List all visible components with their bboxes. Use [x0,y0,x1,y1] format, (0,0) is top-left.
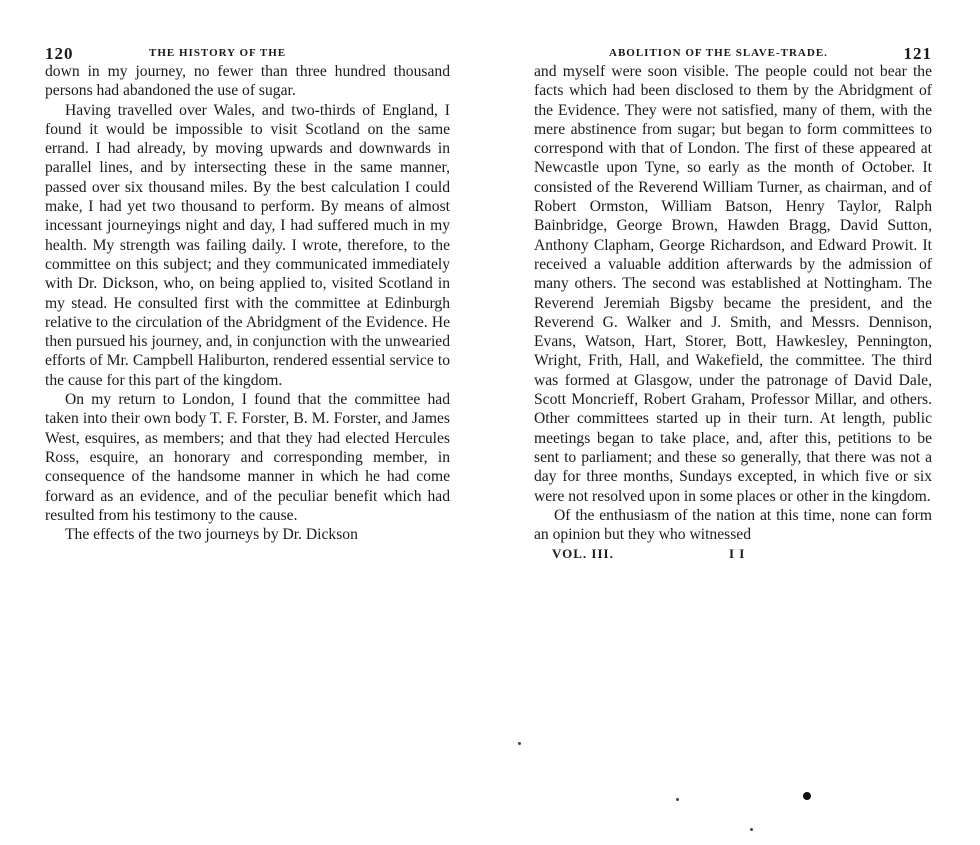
scan-blot [803,792,811,800]
left-paragraph-3: On my return to London, I found that the committee had taken into their own body T. F. Forster, B. M. Forster, and James West, esquires, as members; and that they had elected Hercules Ross, esquire, an honorary and corresponding member, in consequence of the handsome manner in which he had come forward as an evidence, and of the peculiar benefit which had resulted from his testimony to the cause. [45,391,450,524]
left-running-head [45,38,450,63]
right-paragraph-1: and myself were soon visible. The people could not bear the facts which had been disclosed to them by the Abridgment of the Evidence. They were not satisfied, many of them, with the mere abstinence from sugar; but began to form committees to correspond with that of London. The first of these appeared at Newcastle upon Tyne, so early as the month of October. It consisted of the Reverend William Turner, as chairman, and of Robert Ormston, William Batson, Henry Taylor, Ralph Bainbridge, George Brown, Hawden Bragg, David Sutton, Anthony Clapham, George Richardson, and Edward Prowit. It received a valuable addition afterwards by the admission of many others. The second was established at Nottingham. The Reverend Jeremiah Bigsby became the president, and the Reverend G. Walker and J. Smith, and Messrs. Dennison, Evans, Watson, Hart, Storer, Bott, Hawkesley, Pennington, Wright, Frith, Hall, and Wakefield, the committee. The third was formed at Glasgow, under the patronage of David Dale, Scott Moncrieff, Robert Graham, Professor Millar, and others. Other committees started up in their turn. At length, public meetings began to take place, and, after this, petitions to be sent to parliament; and these so generally, that there was not a day for three months, Sundays excepted, in which five or six were not resolved upon in some places or other in the kingdom. [534,63,932,505]
left-page-number: 120 [45,44,74,63]
right-running-title: ABOLITION OF THE SLAVE-TRADE. [609,47,828,59]
right-page [534,38,932,564]
signature-mark: I I [729,546,746,562]
volume-label: VOL. III. [552,546,614,562]
right-body-text [534,62,932,544]
left-body-text [45,62,450,544]
right-page-number: 121 [903,44,932,63]
left-page [45,38,450,544]
left-running-title: THE HISTORY OF THE [149,47,287,59]
scan-speck [518,742,521,745]
scan-speck [750,828,753,831]
left-paragraph-1: down in my journey, no fewer than three hundred thousand persons had abandoned the use of sugar. [45,63,450,100]
right-page-footer [534,544,932,564]
right-running-head [534,38,932,63]
right-paragraph-2: Of the enthusiasm of the nation at this time, none can form an opinion but they who witnessed [534,506,932,544]
left-paragraph-4: The effects of the two journeys by Dr. Dickson [65,526,358,544]
scan-speck [676,798,679,801]
left-paragraph-2: Having travelled over Wales, and two-thirds of England, I found it would be impossible to visit Scotland on the same errand. I had already, by moving upwards and downwards in parallel lines, and by intersecting these in the same manner, passed over six thousand miles. By the best calculation I could make, I had yet two thousand to perform. By means of almost incessant journeyings night and day, I had suffered much in my health. My strength was failing daily. I wrote, therefore, to the committee on this subject; and they communicated immediately with Dr. Dickson, who, on being applied to, visited Scotland in my stead. He consulted first with the committee at Edinburgh relative to the circulation of the Abridgment of the Evidence. He then pursued his journey, and, in conjunction with the unwearied efforts of Mr. Campbell Haliburton, rendered essential service to the cause for this part of the kingdom. [45,101,450,389]
